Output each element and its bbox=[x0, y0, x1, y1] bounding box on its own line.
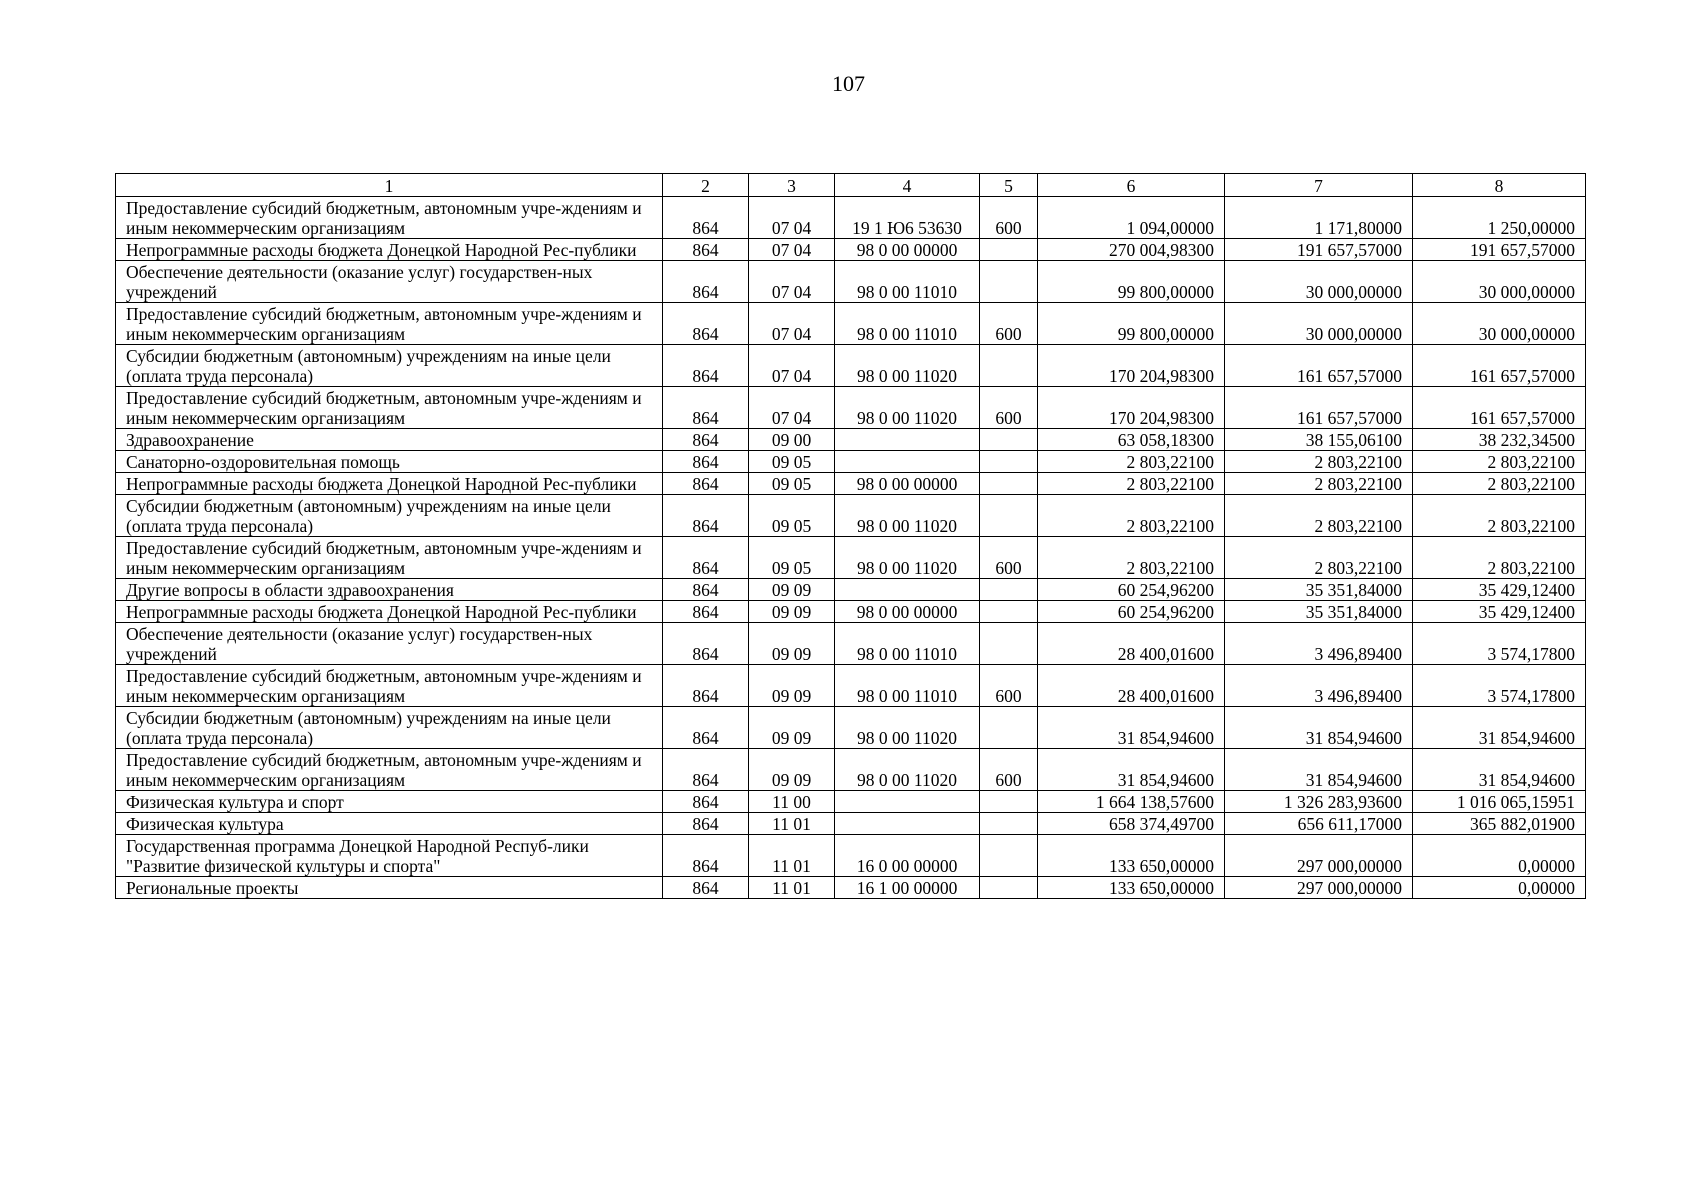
table-row bbox=[116, 601, 1586, 623]
ministry-code: 864 bbox=[663, 303, 749, 345]
table-row bbox=[116, 387, 1586, 429]
section-code: 09 05 bbox=[749, 537, 835, 579]
amount-col-6: 60 254,96200 bbox=[1038, 579, 1225, 601]
amount-col-7: 2 803,22100 bbox=[1225, 537, 1413, 579]
amount-col-8: 35 429,12400 bbox=[1413, 601, 1586, 623]
column-number-header: 4 bbox=[835, 174, 980, 197]
amount-col-6: 28 400,01600 bbox=[1038, 623, 1225, 665]
amount-col-7: 2 803,22100 bbox=[1225, 495, 1413, 537]
ministry-code: 864 bbox=[663, 791, 749, 813]
ministry-code: 864 bbox=[663, 623, 749, 665]
row-description: Непрограммные расходы бюджета Донецкой Народной Рес-публики bbox=[116, 239, 663, 261]
table-row bbox=[116, 197, 1586, 239]
ministry-code: 864 bbox=[663, 429, 749, 451]
row-description: Другие вопросы в области здравоохранения bbox=[116, 579, 663, 601]
expense-type-code: 600 bbox=[980, 303, 1038, 345]
budget-table bbox=[115, 173, 1586, 899]
section-code: 11 01 bbox=[749, 877, 835, 899]
amount-col-7: 191 657,57000 bbox=[1225, 239, 1413, 261]
amount-col-6: 63 058,18300 bbox=[1038, 429, 1225, 451]
section-code: 09 05 bbox=[749, 451, 835, 473]
section-code: 09 09 bbox=[749, 601, 835, 623]
expense-type-code bbox=[980, 495, 1038, 537]
amount-col-8: 3 574,17800 bbox=[1413, 665, 1586, 707]
expense-type-code bbox=[980, 877, 1038, 899]
row-description: Предоставление субсидий бюджетным, автономным учре-ждениям и иным некоммерческим организациям bbox=[116, 197, 663, 239]
target-article-code bbox=[835, 791, 980, 813]
column-number-header: 5 bbox=[980, 174, 1038, 197]
table-row bbox=[116, 451, 1586, 473]
amount-col-7: 161 657,57000 bbox=[1225, 345, 1413, 387]
amount-col-6: 31 854,94600 bbox=[1038, 749, 1225, 791]
target-article-code: 98 0 00 00000 bbox=[835, 473, 980, 495]
ministry-code: 864 bbox=[663, 261, 749, 303]
row-description: Физическая культура и спорт bbox=[116, 791, 663, 813]
target-article-code: 98 0 00 11020 bbox=[835, 495, 980, 537]
table-row bbox=[116, 877, 1586, 899]
target-article-code: 98 0 00 11020 bbox=[835, 707, 980, 749]
ministry-code: 864 bbox=[663, 749, 749, 791]
amount-col-8: 31 854,94600 bbox=[1413, 749, 1586, 791]
target-article-code: 16 1 00 00000 bbox=[835, 877, 980, 899]
expense-type-code: 600 bbox=[980, 197, 1038, 239]
amount-col-7: 297 000,00000 bbox=[1225, 877, 1413, 899]
expense-type-code bbox=[980, 239, 1038, 261]
ministry-code: 864 bbox=[663, 601, 749, 623]
column-number-header: 8 bbox=[1413, 174, 1586, 197]
table-row bbox=[116, 495, 1586, 537]
target-article-code: 98 0 00 11010 bbox=[835, 623, 980, 665]
row-description: Предоставление субсидий бюджетным, автономным учре-ждениям и иным некоммерческим организациям bbox=[116, 749, 663, 791]
column-number-header: 1 bbox=[116, 174, 663, 197]
ministry-code: 864 bbox=[663, 197, 749, 239]
expense-type-code bbox=[980, 345, 1038, 387]
target-article-code: 16 0 00 00000 bbox=[835, 835, 980, 877]
target-article-code bbox=[835, 579, 980, 601]
amount-col-8: 2 803,22100 bbox=[1413, 451, 1586, 473]
expense-type-code bbox=[980, 707, 1038, 749]
row-description: Предоставление субсидий бюджетным, автономным учре-ждениям и иным некоммерческим организациям bbox=[116, 537, 663, 579]
table-row bbox=[116, 791, 1586, 813]
amount-col-7: 297 000,00000 bbox=[1225, 835, 1413, 877]
ministry-code: 864 bbox=[663, 835, 749, 877]
amount-col-8: 38 232,34500 bbox=[1413, 429, 1586, 451]
amount-col-8: 0,00000 bbox=[1413, 877, 1586, 899]
section-code: 09 09 bbox=[749, 665, 835, 707]
ministry-code: 864 bbox=[663, 707, 749, 749]
ministry-code: 864 bbox=[663, 495, 749, 537]
amount-col-8: 35 429,12400 bbox=[1413, 579, 1586, 601]
amount-col-7: 1 171,80000 bbox=[1225, 197, 1413, 239]
row-description: Здравоохранение bbox=[116, 429, 663, 451]
amount-col-8: 2 803,22100 bbox=[1413, 495, 1586, 537]
ministry-code: 864 bbox=[663, 239, 749, 261]
row-description: Непрограммные расходы бюджета Донецкой Народной Рес-публики bbox=[116, 473, 663, 495]
target-article-code: 98 0 00 00000 bbox=[835, 239, 980, 261]
row-description: Государственная программа Донецкой Народной Респуб-лики "Развитие физической культуры и спорта" bbox=[116, 835, 663, 877]
section-code: 09 09 bbox=[749, 749, 835, 791]
amount-col-6: 133 650,00000 bbox=[1038, 835, 1225, 877]
expense-type-code: 600 bbox=[980, 665, 1038, 707]
amount-col-6: 2 803,22100 bbox=[1038, 537, 1225, 579]
ministry-code: 864 bbox=[663, 451, 749, 473]
expense-type-code bbox=[980, 791, 1038, 813]
table-row bbox=[116, 429, 1586, 451]
table-row bbox=[116, 707, 1586, 749]
expense-type-code bbox=[980, 579, 1038, 601]
amount-col-7: 38 155,06100 bbox=[1225, 429, 1413, 451]
amount-col-6: 60 254,96200 bbox=[1038, 601, 1225, 623]
amount-col-8: 161 657,57000 bbox=[1413, 387, 1586, 429]
amount-col-7: 35 351,84000 bbox=[1225, 601, 1413, 623]
row-description: Предоставление субсидий бюджетным, автономным учре-ждениям и иным некоммерческим организациям bbox=[116, 387, 663, 429]
row-description: Обеспечение деятельности (оказание услуг) государствен-ных учреждений bbox=[116, 261, 663, 303]
amount-col-8: 161 657,57000 bbox=[1413, 345, 1586, 387]
amount-col-7: 2 803,22100 bbox=[1225, 473, 1413, 495]
table-row bbox=[116, 579, 1586, 601]
amount-col-8: 3 574,17800 bbox=[1413, 623, 1586, 665]
amount-col-8: 2 803,22100 bbox=[1413, 473, 1586, 495]
section-code: 11 00 bbox=[749, 791, 835, 813]
row-description: Обеспечение деятельности (оказание услуг) государствен-ных учреждений bbox=[116, 623, 663, 665]
section-code: 11 01 bbox=[749, 835, 835, 877]
expense-type-code bbox=[980, 601, 1038, 623]
section-code: 09 09 bbox=[749, 579, 835, 601]
row-description: Предоставление субсидий бюджетным, автономным учре-ждениям и иным некоммерческим организациям bbox=[116, 303, 663, 345]
amount-col-6: 270 004,98300 bbox=[1038, 239, 1225, 261]
section-code: 07 04 bbox=[749, 345, 835, 387]
ministry-code: 864 bbox=[663, 579, 749, 601]
section-code: 09 00 bbox=[749, 429, 835, 451]
target-article-code: 98 0 00 11010 bbox=[835, 261, 980, 303]
target-article-code: 98 0 00 11010 bbox=[835, 303, 980, 345]
amount-col-6: 2 803,22100 bbox=[1038, 495, 1225, 537]
amount-col-7: 31 854,94600 bbox=[1225, 707, 1413, 749]
ministry-code: 864 bbox=[663, 345, 749, 387]
table-row bbox=[116, 239, 1586, 261]
amount-col-7: 31 854,94600 bbox=[1225, 749, 1413, 791]
column-number-header: 3 bbox=[749, 174, 835, 197]
expense-type-code: 600 bbox=[980, 387, 1038, 429]
amount-col-6: 99 800,00000 bbox=[1038, 261, 1225, 303]
expense-type-code bbox=[980, 473, 1038, 495]
row-description: Физическая культура bbox=[116, 813, 663, 835]
ministry-code: 864 bbox=[663, 387, 749, 429]
target-article-code: 98 0 00 00000 bbox=[835, 601, 980, 623]
expense-type-code: 600 bbox=[980, 537, 1038, 579]
amount-col-8: 191 657,57000 bbox=[1413, 239, 1586, 261]
expense-type-code bbox=[980, 623, 1038, 665]
table-row bbox=[116, 835, 1586, 877]
amount-col-8: 365 882,01900 bbox=[1413, 813, 1586, 835]
table-row bbox=[116, 345, 1586, 387]
amount-col-8: 1 250,00000 bbox=[1413, 197, 1586, 239]
amount-col-8: 1 016 065,15951 bbox=[1413, 791, 1586, 813]
expense-type-code bbox=[980, 813, 1038, 835]
ministry-code: 864 bbox=[663, 813, 749, 835]
row-description: Субсидии бюджетным (автономным) учреждениям на иные цели (оплата труда персонала) bbox=[116, 707, 663, 749]
column-number-header: 6 bbox=[1038, 174, 1225, 197]
target-article-code: 98 0 00 11020 bbox=[835, 537, 980, 579]
amount-col-8: 0,00000 bbox=[1413, 835, 1586, 877]
amount-col-7: 2 803,22100 bbox=[1225, 451, 1413, 473]
target-article-code: 98 0 00 11010 bbox=[835, 665, 980, 707]
section-code: 09 09 bbox=[749, 707, 835, 749]
section-code: 09 09 bbox=[749, 623, 835, 665]
row-description: Субсидии бюджетным (автономным) учреждениям на иные цели (оплата труда персонала) bbox=[116, 495, 663, 537]
target-article-code bbox=[835, 813, 980, 835]
amount-col-8: 30 000,00000 bbox=[1413, 261, 1586, 303]
target-article-code: 19 1 Ю6 53630 bbox=[835, 197, 980, 239]
expense-type-code bbox=[980, 451, 1038, 473]
amount-col-8: 31 854,94600 bbox=[1413, 707, 1586, 749]
target-article-code bbox=[835, 429, 980, 451]
section-code: 09 05 bbox=[749, 495, 835, 537]
target-article-code: 98 0 00 11020 bbox=[835, 387, 980, 429]
amount-col-8: 30 000,00000 bbox=[1413, 303, 1586, 345]
row-description: Субсидии бюджетным (автономным) учреждениям на иные цели (оплата труда персонала) bbox=[116, 345, 663, 387]
target-article-code: 98 0 00 11020 bbox=[835, 345, 980, 387]
amount-col-6: 1 094,00000 bbox=[1038, 197, 1225, 239]
ministry-code: 864 bbox=[663, 877, 749, 899]
expense-type-code bbox=[980, 835, 1038, 877]
amount-col-6: 170 204,98300 bbox=[1038, 345, 1225, 387]
table-row bbox=[116, 261, 1586, 303]
table-row bbox=[116, 537, 1586, 579]
section-code: 07 04 bbox=[749, 261, 835, 303]
row-description: Непрограммные расходы бюджета Донецкой Народной Рес-публики bbox=[116, 601, 663, 623]
amount-col-7: 30 000,00000 bbox=[1225, 261, 1413, 303]
row-description: Региональные проекты bbox=[116, 877, 663, 899]
amount-col-7: 656 611,17000 bbox=[1225, 813, 1413, 835]
section-code: 07 04 bbox=[749, 303, 835, 345]
column-number-header: 2 bbox=[663, 174, 749, 197]
column-number-header: 7 bbox=[1225, 174, 1413, 197]
table-row bbox=[116, 303, 1586, 345]
amount-col-7: 3 496,89400 bbox=[1225, 665, 1413, 707]
table-row bbox=[116, 749, 1586, 791]
expense-type-code bbox=[980, 429, 1038, 451]
amount-col-7: 30 000,00000 bbox=[1225, 303, 1413, 345]
amount-col-6: 133 650,00000 bbox=[1038, 877, 1225, 899]
table-row bbox=[116, 623, 1586, 665]
target-article-code bbox=[835, 451, 980, 473]
table-row bbox=[116, 665, 1586, 707]
amount-col-6: 2 803,22100 bbox=[1038, 451, 1225, 473]
ministry-code: 864 bbox=[663, 473, 749, 495]
expense-type-code: 600 bbox=[980, 749, 1038, 791]
amount-col-7: 1 326 283,93600 bbox=[1225, 791, 1413, 813]
table-row bbox=[116, 813, 1586, 835]
section-code: 07 04 bbox=[749, 387, 835, 429]
table-row bbox=[116, 473, 1586, 495]
amount-col-6: 28 400,01600 bbox=[1038, 665, 1225, 707]
target-article-code: 98 0 00 11020 bbox=[835, 749, 980, 791]
amount-col-6: 2 803,22100 bbox=[1038, 473, 1225, 495]
ministry-code: 864 bbox=[663, 665, 749, 707]
row-description: Предоставление субсидий бюджетным, автономным учре-ждениям и иным некоммерческим организациям bbox=[116, 665, 663, 707]
amount-col-7: 161 657,57000 bbox=[1225, 387, 1413, 429]
amount-col-6: 170 204,98300 bbox=[1038, 387, 1225, 429]
amount-col-7: 3 496,89400 bbox=[1225, 623, 1413, 665]
amount-col-8: 2 803,22100 bbox=[1413, 537, 1586, 579]
amount-col-6: 31 854,94600 bbox=[1038, 707, 1225, 749]
section-code: 11 01 bbox=[749, 813, 835, 835]
section-code: 07 04 bbox=[749, 239, 835, 261]
amount-col-7: 35 351,84000 bbox=[1225, 579, 1413, 601]
amount-col-6: 1 664 138,57600 bbox=[1038, 791, 1225, 813]
section-code: 09 05 bbox=[749, 473, 835, 495]
amount-col-6: 99 800,00000 bbox=[1038, 303, 1225, 345]
expense-type-code bbox=[980, 261, 1038, 303]
amount-col-6: 658 374,49700 bbox=[1038, 813, 1225, 835]
ministry-code: 864 bbox=[663, 537, 749, 579]
row-description: Санаторно-оздоровительная помощь bbox=[116, 451, 663, 473]
page-number: 107 bbox=[832, 71, 865, 96]
table-header-row bbox=[116, 174, 1586, 197]
section-code: 07 04 bbox=[749, 197, 835, 239]
